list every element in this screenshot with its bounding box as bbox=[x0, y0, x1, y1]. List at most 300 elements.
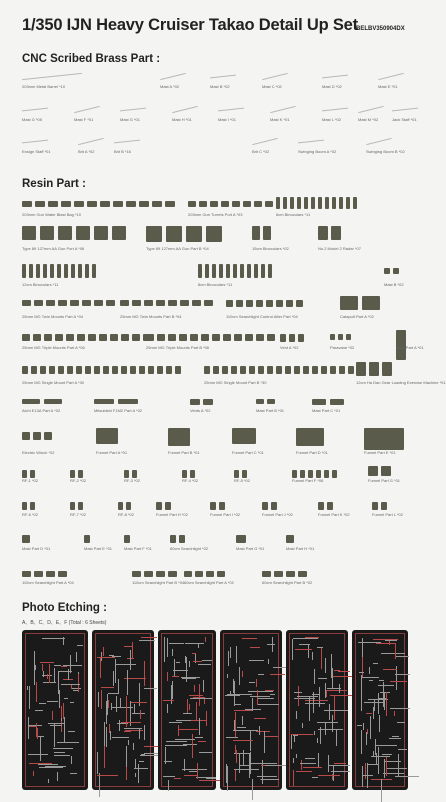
etch-fret bbox=[308, 644, 309, 658]
resin-part bbox=[30, 502, 35, 510]
etch-fret bbox=[357, 725, 362, 726]
resin-part bbox=[49, 366, 55, 374]
etch-fret bbox=[68, 669, 69, 680]
resin-part bbox=[50, 264, 54, 278]
etch-fret bbox=[116, 664, 136, 665]
resin-part bbox=[286, 300, 293, 307]
resin-part bbox=[201, 334, 209, 341]
resin-part bbox=[132, 470, 137, 478]
etch-fret bbox=[293, 770, 294, 786]
resin-part bbox=[166, 366, 172, 374]
etch-fret bbox=[326, 690, 327, 697]
resin-part bbox=[22, 399, 40, 404]
etch-fret bbox=[390, 681, 407, 682]
resin-part bbox=[94, 366, 100, 374]
resin-part-label: Funnel Part E *01 bbox=[364, 450, 396, 455]
resin-part bbox=[33, 432, 41, 440]
etch-fret bbox=[334, 670, 340, 671]
etch-fret bbox=[198, 741, 206, 742]
etch-fret bbox=[293, 638, 318, 639]
resin-part bbox=[168, 334, 176, 341]
etch-fret bbox=[383, 773, 404, 774]
resin-part bbox=[348, 366, 354, 374]
resin-part-label: RF-5 *02 bbox=[234, 478, 251, 483]
resin-part bbox=[126, 201, 136, 207]
resin-part bbox=[339, 197, 343, 209]
resin-part-label: Mast Part G *01 bbox=[236, 546, 265, 551]
etch-fret bbox=[362, 766, 363, 787]
etch-fret bbox=[131, 702, 147, 703]
etch-fret bbox=[259, 726, 260, 735]
resin-part-label: 12cm Binoculars *11 bbox=[22, 282, 59, 287]
resin-part-label: RF-3 *02 bbox=[124, 478, 141, 483]
resin-part bbox=[67, 366, 73, 374]
etch-fret bbox=[363, 775, 373, 776]
resin-part-label: Type 89 127mm AA Gun Port A *06 bbox=[22, 246, 85, 251]
etch-fret bbox=[256, 731, 270, 732]
resin-part bbox=[61, 201, 71, 207]
resin-part bbox=[96, 428, 118, 444]
etch-fret bbox=[339, 684, 340, 693]
etch-fret bbox=[172, 676, 179, 677]
brass-part-label: Ensign Staff *01 bbox=[22, 149, 51, 154]
resin-part-label: Funnel Part F *06 bbox=[292, 478, 324, 483]
resin-part bbox=[331, 226, 341, 240]
etch-fret bbox=[28, 754, 48, 755]
resin-part bbox=[120, 300, 129, 306]
resin-part bbox=[58, 571, 67, 577]
etch-fret bbox=[325, 658, 326, 673]
etch-fret bbox=[100, 657, 101, 678]
photo-etch-sheet bbox=[286, 630, 348, 790]
resin-part bbox=[263, 226, 271, 240]
resin-part bbox=[372, 502, 378, 510]
resin-part bbox=[330, 334, 335, 340]
brass-part-label: Mast D *02 bbox=[322, 84, 342, 89]
resin-part-label: RF-4 *02 bbox=[182, 478, 199, 483]
resin-part bbox=[165, 502, 171, 510]
etch-fret bbox=[189, 771, 197, 772]
resin-part bbox=[283, 197, 287, 209]
resin-part-label: Vent A *02 bbox=[280, 345, 299, 350]
section-brass-heading: CNC Scribed Brass Part : bbox=[22, 53, 161, 65]
brass-part-label: Mast L *02 bbox=[322, 117, 341, 122]
etch-fret bbox=[107, 694, 108, 715]
etch-fret bbox=[362, 638, 363, 657]
etch-fret bbox=[395, 643, 396, 659]
etch-fret bbox=[164, 761, 172, 762]
resin-part-label: Type 89 127mm AA Gun Part B *04 bbox=[146, 246, 209, 251]
etch-fret bbox=[383, 669, 397, 670]
resin-part bbox=[186, 226, 202, 242]
resin-part bbox=[285, 366, 291, 374]
etch-fret bbox=[112, 737, 129, 738]
resin-part bbox=[256, 334, 264, 341]
etch-fret bbox=[250, 696, 270, 697]
etch-fret bbox=[193, 697, 204, 698]
brass-part bbox=[262, 73, 287, 80]
etch-fret bbox=[230, 647, 231, 658]
resin-part bbox=[156, 571, 165, 577]
etch-fret bbox=[267, 644, 275, 645]
etch-fret bbox=[104, 722, 105, 746]
resin-part bbox=[85, 264, 89, 278]
resin-part bbox=[210, 201, 218, 207]
etch-fret bbox=[317, 722, 338, 723]
etch-fret bbox=[240, 765, 249, 766]
resin-part bbox=[192, 300, 201, 306]
resin-part bbox=[94, 300, 103, 306]
resin-part-label: 110cm Searchlight Part B *04 bbox=[132, 580, 185, 585]
etch-fret bbox=[54, 668, 55, 683]
brass-part bbox=[22, 140, 48, 144]
etch-fret bbox=[265, 690, 274, 691]
resin-part bbox=[274, 571, 283, 577]
resin-part-label: RF-8 *02 bbox=[118, 512, 135, 517]
resin-part bbox=[318, 502, 324, 510]
etch-fret bbox=[236, 750, 237, 763]
resin-part bbox=[199, 201, 207, 207]
brass-part bbox=[160, 73, 185, 80]
resin-part-label: 203mm Gun Water Blast Bag *10 bbox=[22, 212, 81, 217]
resin-part-label: 110cm Searchlight Part A *04 bbox=[22, 580, 74, 585]
resin-part bbox=[152, 201, 162, 207]
etch-fret bbox=[77, 645, 83, 646]
etch-fret bbox=[42, 638, 65, 639]
etch-fret bbox=[139, 640, 155, 641]
etch-fret bbox=[318, 678, 327, 679]
resin-part bbox=[88, 334, 96, 341]
etch-fret bbox=[387, 768, 407, 769]
etch-fret bbox=[270, 674, 285, 675]
resin-part bbox=[258, 366, 264, 374]
resin-part bbox=[265, 201, 273, 207]
etch-fret bbox=[375, 745, 397, 746]
brass-part bbox=[322, 108, 348, 112]
resin-part bbox=[338, 334, 343, 340]
etch-fret bbox=[39, 703, 46, 704]
etch-fret bbox=[314, 669, 315, 684]
etch-fret bbox=[111, 703, 112, 710]
etch-fret bbox=[40, 662, 54, 663]
resin-part bbox=[210, 502, 216, 510]
resin-part-label: RF-7 *02 bbox=[70, 512, 87, 517]
etch-fret bbox=[297, 696, 318, 697]
resin-part-label: Aichi E13A Part A *02 bbox=[22, 408, 61, 413]
resin-part-label: 60cm Searchlight Part A *02 bbox=[184, 580, 234, 585]
etch-fret bbox=[261, 779, 279, 780]
etch-fret bbox=[230, 691, 231, 696]
etch-fret bbox=[189, 704, 190, 710]
resin-part bbox=[170, 535, 176, 543]
brass-part-label: Swinging Boom A *02 bbox=[298, 149, 337, 154]
etch-fret bbox=[70, 773, 77, 774]
resin-part bbox=[34, 300, 43, 306]
resin-part-label: Funnel Part H *02 bbox=[156, 512, 188, 517]
etch-fret bbox=[363, 723, 364, 730]
resin-part bbox=[232, 428, 256, 444]
photo-etch-sheet bbox=[220, 630, 282, 790]
resin-part bbox=[44, 399, 62, 404]
brass-part bbox=[114, 140, 140, 144]
resin-part-label: 25mm MG Single Mount Part A *30 bbox=[22, 380, 85, 385]
etch-fret bbox=[328, 755, 329, 772]
etch-fret bbox=[196, 702, 197, 721]
resin-part bbox=[204, 300, 213, 306]
resin-part bbox=[124, 470, 129, 478]
etch-fret bbox=[265, 765, 271, 766]
etch-fret bbox=[245, 709, 261, 710]
resin-part bbox=[166, 226, 182, 242]
etch-fret bbox=[249, 660, 264, 661]
etch-fret bbox=[373, 663, 378, 664]
etch-fret bbox=[371, 756, 390, 757]
resin-part bbox=[40, 366, 46, 374]
resin-part-label: Mast Part F *01 bbox=[124, 546, 152, 551]
resin-part bbox=[92, 264, 96, 278]
brass-part-label: Mast A *02 bbox=[160, 84, 180, 89]
etch-fret bbox=[176, 662, 180, 663]
etch-fret bbox=[227, 694, 252, 695]
etch-fret bbox=[312, 652, 313, 660]
resin-part-label: 60cm Searchlight *02 bbox=[170, 546, 209, 551]
etch-fret bbox=[252, 779, 253, 800]
resin-part bbox=[84, 535, 90, 543]
etch-fret bbox=[242, 671, 243, 677]
resin-part bbox=[276, 366, 282, 374]
etch-fret bbox=[174, 778, 181, 779]
resin-part bbox=[103, 366, 109, 374]
etch-fret bbox=[144, 661, 145, 686]
etch-fret bbox=[197, 763, 198, 779]
etch-fret bbox=[132, 713, 145, 714]
resin-part bbox=[266, 300, 273, 307]
brass-part-label: Mast M *02 bbox=[358, 117, 379, 122]
resin-part bbox=[55, 334, 63, 341]
resin-part bbox=[58, 226, 72, 240]
etch-fret bbox=[318, 753, 319, 767]
etch-fret bbox=[34, 651, 35, 674]
brass-part bbox=[22, 108, 48, 112]
resin-part bbox=[22, 201, 32, 207]
etch-fret bbox=[226, 737, 238, 738]
etch-fret bbox=[167, 672, 168, 681]
resin-part bbox=[339, 366, 345, 374]
resin-part bbox=[236, 535, 246, 543]
resin-part bbox=[267, 334, 275, 341]
etch-fret bbox=[130, 650, 131, 670]
resin-part-label: 12cm Ha Dan Gear Loading Exercise Machine *01 bbox=[356, 380, 446, 385]
etch-fret bbox=[225, 695, 240, 696]
etch-fret bbox=[249, 754, 250, 778]
resin-part bbox=[364, 428, 404, 450]
etch-fret bbox=[369, 680, 373, 681]
etch-fret bbox=[183, 713, 192, 714]
etch-fret bbox=[291, 735, 292, 749]
etch-fret bbox=[141, 754, 145, 755]
brass-part-label: Mast K *01 bbox=[270, 117, 290, 122]
etch-fret bbox=[254, 718, 266, 719]
etch-fret bbox=[49, 664, 50, 683]
etch-fret bbox=[198, 664, 211, 665]
brass-part bbox=[366, 138, 391, 145]
brass-part-label: Mast C *02 bbox=[262, 84, 282, 89]
resin-part bbox=[33, 334, 41, 341]
etch-fret bbox=[108, 693, 118, 694]
etch-fret bbox=[199, 718, 200, 735]
etch-fret bbox=[334, 695, 335, 720]
resin-part bbox=[324, 470, 329, 478]
etch-fret bbox=[235, 745, 236, 753]
etch-fret bbox=[378, 766, 379, 774]
resin-part bbox=[280, 334, 286, 342]
resin-part bbox=[78, 470, 83, 478]
etch-fret bbox=[205, 637, 206, 642]
etch-fret bbox=[167, 704, 168, 713]
etch-fret bbox=[172, 681, 173, 696]
resin-part bbox=[318, 226, 328, 240]
etch-fret bbox=[189, 661, 190, 667]
resin-part-label: RF-1 *02 bbox=[22, 478, 39, 483]
resin-part bbox=[29, 264, 33, 278]
etch-fret bbox=[132, 642, 133, 658]
etch-fret bbox=[103, 647, 104, 656]
resin-part bbox=[31, 366, 37, 374]
etch-fret bbox=[366, 713, 372, 714]
etch-fret bbox=[70, 702, 74, 703]
etch-fret bbox=[370, 716, 371, 739]
brass-part bbox=[78, 138, 103, 145]
etch-fret bbox=[116, 696, 117, 712]
etch-fret bbox=[293, 758, 294, 763]
resin-part bbox=[184, 571, 192, 577]
etch-fret bbox=[43, 671, 44, 677]
resin-part bbox=[22, 300, 31, 306]
resin-part-label: 6cm Binoculars *11 bbox=[276, 212, 311, 217]
etch-fret bbox=[124, 646, 132, 647]
resin-part bbox=[356, 362, 366, 376]
etch-fret bbox=[398, 749, 407, 750]
etch-fret bbox=[164, 637, 165, 662]
etch-fret bbox=[384, 692, 385, 710]
resin-part bbox=[168, 428, 190, 446]
resin-part bbox=[118, 502, 123, 510]
resin-part bbox=[234, 470, 239, 478]
resin-part bbox=[297, 197, 301, 209]
brass-part bbox=[210, 75, 236, 79]
resin-part bbox=[276, 197, 280, 209]
etch-fret bbox=[192, 653, 196, 654]
brass-part-label: Mast G *01 bbox=[120, 117, 141, 122]
etch-fret bbox=[397, 722, 405, 723]
etch-fret bbox=[394, 711, 395, 716]
etch-fret bbox=[374, 699, 375, 711]
resin-part bbox=[308, 470, 313, 478]
resin-part-label: Mitsubishi F1M2 Part A *02 bbox=[94, 408, 143, 413]
resin-part bbox=[126, 502, 131, 510]
brass-part bbox=[252, 138, 277, 145]
resin-part bbox=[261, 264, 265, 278]
etch-fret bbox=[381, 653, 405, 654]
resin-part-label: 8cm Binoculars *11 bbox=[198, 282, 233, 287]
resin-part bbox=[44, 334, 52, 341]
etch-fret bbox=[118, 679, 119, 694]
resin-part bbox=[222, 366, 228, 374]
brass-part bbox=[322, 75, 348, 79]
etch-fret bbox=[257, 704, 279, 705]
etch-fret bbox=[97, 775, 118, 776]
resin-part bbox=[298, 571, 307, 577]
resin-part bbox=[144, 300, 153, 306]
resin-part bbox=[22, 366, 28, 374]
etch-fret bbox=[233, 740, 253, 741]
resin-part bbox=[99, 334, 107, 341]
resin-part bbox=[312, 366, 318, 374]
etch-fret bbox=[63, 703, 64, 719]
etch-fret bbox=[42, 664, 43, 671]
etch-fret bbox=[243, 750, 244, 765]
etch-fret bbox=[179, 729, 198, 730]
resin-part bbox=[94, 226, 108, 240]
etch-fret bbox=[256, 679, 257, 687]
resin-part bbox=[254, 201, 262, 207]
etch-fret bbox=[330, 695, 353, 696]
etch-fret bbox=[144, 725, 145, 740]
resin-part bbox=[353, 197, 357, 209]
etch-fret bbox=[295, 649, 312, 650]
resin-part bbox=[223, 334, 231, 341]
resin-part-label: RF-6 *02 bbox=[22, 512, 39, 517]
photo-etch-sheet bbox=[158, 630, 216, 790]
etch-fret bbox=[70, 655, 71, 673]
etch-fret bbox=[305, 703, 325, 704]
brass-part bbox=[378, 73, 403, 80]
product-code: BELBV350904DX bbox=[356, 26, 405, 32]
resin-part-label: Funnel Part D *01 bbox=[296, 450, 328, 455]
resin-part bbox=[124, 535, 130, 543]
etch-fret bbox=[227, 674, 228, 678]
resin-part-label: Mast Part D *01 bbox=[22, 546, 51, 551]
etch-fret bbox=[61, 666, 67, 667]
etch-fret bbox=[396, 656, 409, 657]
resin-part bbox=[132, 300, 141, 306]
etch-fret bbox=[139, 729, 140, 739]
etch-fret bbox=[325, 690, 347, 691]
etch-fret bbox=[242, 638, 257, 639]
resin-part-label: Funnel Part I *02 bbox=[210, 512, 241, 517]
resin-part bbox=[71, 264, 75, 278]
resin-part bbox=[157, 366, 163, 374]
etch-fret bbox=[317, 738, 318, 743]
resin-part bbox=[30, 470, 35, 478]
resin-part bbox=[327, 502, 333, 510]
resin-part bbox=[292, 470, 297, 478]
resin-part bbox=[346, 334, 351, 340]
photo-etch-sheet bbox=[352, 630, 408, 790]
resin-part bbox=[139, 201, 149, 207]
resin-part bbox=[330, 366, 336, 374]
resin-part bbox=[182, 470, 187, 478]
resin-part bbox=[236, 300, 243, 307]
resin-part bbox=[206, 226, 222, 242]
resin-part bbox=[22, 226, 36, 240]
etch-fret bbox=[378, 693, 379, 714]
etch-fret bbox=[248, 691, 273, 692]
etch-fret bbox=[324, 710, 348, 711]
etch-fret bbox=[98, 692, 99, 707]
resin-part bbox=[180, 300, 189, 306]
etch-fret bbox=[167, 638, 168, 657]
